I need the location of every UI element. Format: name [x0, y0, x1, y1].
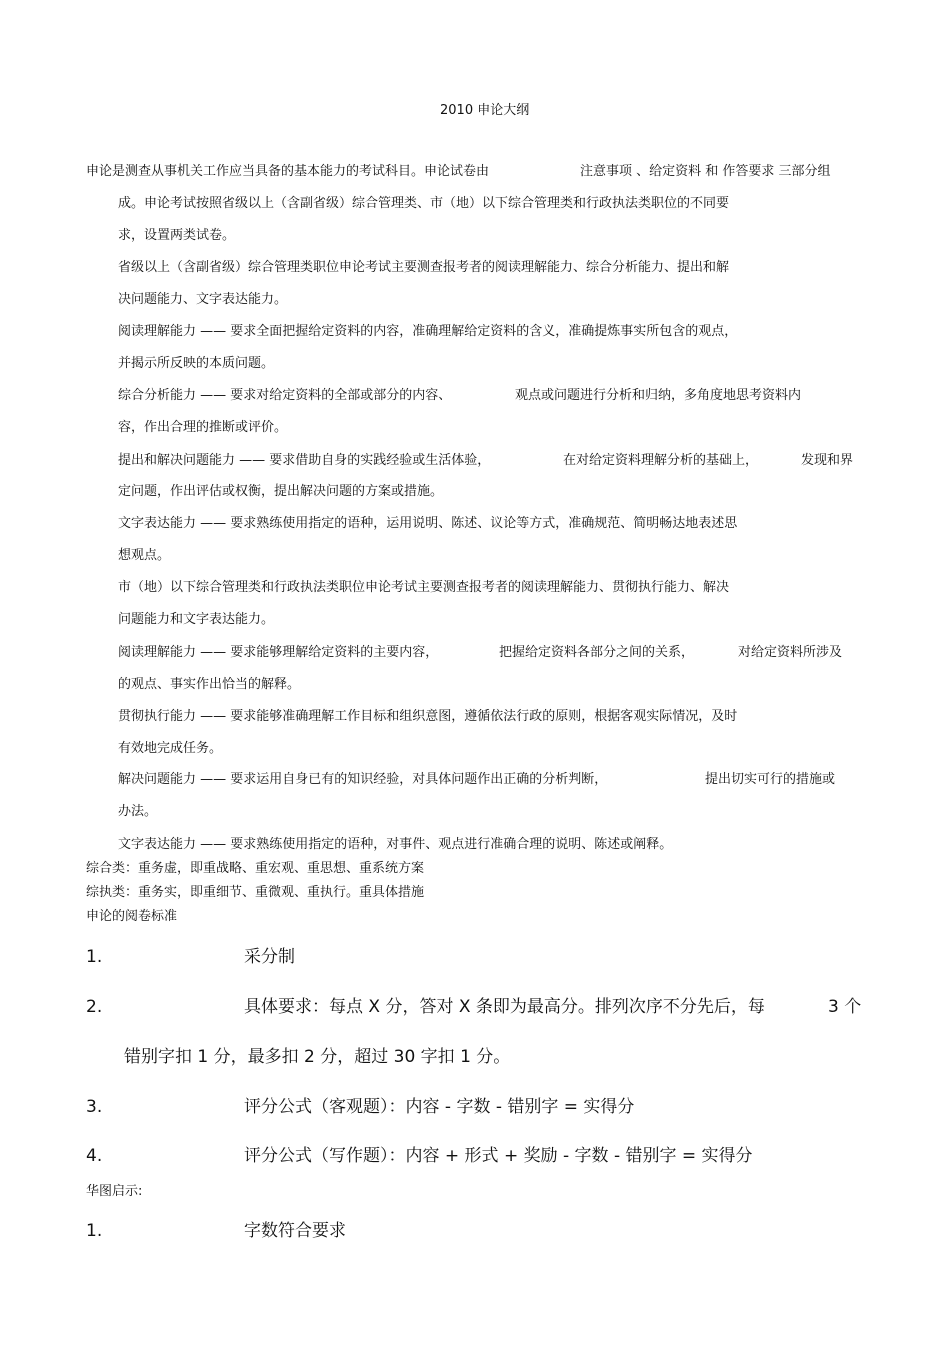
intro-line-3: 求，设置两类试卷。	[118, 228, 236, 243]
reading-ability-line-2: 并揭示所反映的本质问题。	[118, 356, 275, 371]
reading-ability-b-line-1-mid: 把握给定资料各部分之间的关系，	[499, 645, 695, 660]
reading-ability-b-line-1: 阅读理解能力 —— 要求能够理解给定资料的主要内容，	[118, 645, 439, 660]
writing-ability-line-2: 想观点。	[118, 548, 171, 563]
municipal-line-2: 问题能力和文字表达能力。	[118, 612, 275, 627]
reading-ability-line-1: 阅读理解能力 —— 要求全面把握给定资料的内容，准确理解给定资料的含义，准确提炼事实所包含的观点，	[118, 324, 738, 339]
scoring-item-3-text: 评分公式（客观题）：内容 - 字数 - 错别字 = 实得分	[244, 1097, 635, 1117]
huatu-item-1-number: 1.	[86, 1221, 103, 1241]
page-title: 2010 申论大纲	[440, 103, 530, 118]
intro-line-1: 申论是测查从事机关工作应当具备的基本能力的考试科目。申论试卷由	[86, 164, 490, 179]
execution-ability-line-2: 有效地完成任务。	[118, 741, 223, 756]
analysis-ability-line-1-cont: 观点或问题进行分析和归纳，多角度地思考资料内	[515, 388, 802, 403]
reading-ability-b-line-1-end: 对给定资料所涉及	[738, 645, 843, 660]
scoring-item-2-text-end: 3 个	[828, 997, 862, 1017]
scoring-item-2-text: 具体要求：每点 X 分，答对 X 条即为最高分。排列次序不分先后，每	[244, 997, 765, 1017]
solve-ability-b-line-1-end: 提出切实可行的措施或	[705, 772, 836, 787]
provincial-line-1: 省级以上（含副省级）综合管理类职位申论考试主要测查报考者的阅读理解能力、综合分析能力、提出和解	[118, 260, 730, 275]
note-zonghe: 综合类：重务虚，即重战略、重宏观、重思想、重系统方案	[86, 861, 425, 876]
scoring-item-2-cont: 错别字扣 1 分，最多扣 2 分，超过 30 字扣 1 分。	[124, 1047, 511, 1067]
scoring-heading: 申论的阅卷标准	[86, 909, 178, 924]
provincial-line-2: 决问题能力、文字表达能力。	[118, 292, 288, 307]
writing-ability-b-line-1: 文字表达能力 —— 要求熟练使用指定的语种，对事件、观点进行准确合理的说明、陈述或阐释。	[118, 837, 673, 852]
solve-ability-line-1-mid: 在对给定资料理解分析的基础上，	[563, 453, 759, 468]
reading-ability-b-line-2: 的观点、事实作出恰当的解释。	[118, 677, 301, 692]
intro-line-2: 成。申论考试按照省级以上（含副省级）综合管理类、市（地）以下综合管理类和行政执法类职位的不同要	[118, 196, 730, 211]
solve-ability-line-1-end: 发现和界	[801, 453, 854, 468]
scoring-item-2-number: 2.	[86, 997, 103, 1017]
scoring-item-1-number: 1.	[86, 947, 103, 967]
analysis-ability-line-2: 容，作出合理的推断或评价。	[118, 420, 288, 435]
analysis-ability-line-1: 综合分析能力 —— 要求对给定资料的全部或部分的内容、	[118, 388, 452, 403]
scoring-item-1-text: 采分制	[244, 947, 295, 967]
huatu-heading: 华图启示:	[86, 1184, 143, 1199]
municipal-line-1: 市（地）以下综合管理类和行政执法类职位申论考试主要测查报考者的阅读理解能力、贯彻执行能力、解决	[118, 580, 730, 595]
intro-line-1-cont: 注意事项 、给定资料 和 作答要求 三部分组	[580, 164, 831, 179]
scoring-item-3-number: 3.	[86, 1097, 103, 1117]
solve-ability-line-2: 定问题，作出评估或权衡，提出解决问题的方案或措施。	[118, 484, 444, 499]
scoring-item-4-text: 评分公式（写作题）：内容 + 形式 + 奖励 - 字数 - 错别字 = 实得分	[244, 1146, 753, 1166]
solve-ability-line-1: 提出和解决问题能力 —— 要求借助自身的实践经验或生活体验，	[118, 453, 491, 468]
solve-ability-b-line-2: 办法。	[118, 804, 158, 819]
writing-ability-line-1: 文字表达能力 —— 要求熟练使用指定的语种，运用说明、陈述、议论等方式，准确规范、简明畅达地表述思	[118, 516, 738, 531]
note-zongzhi: 综执类：重务实，即重细节、重微观、重执行。重具体措施	[86, 885, 425, 900]
huatu-item-1-text: 字数符合要求	[244, 1221, 346, 1241]
solve-ability-b-line-1: 解决问题能力 —— 要求运用自身已有的知识经验，对具体问题作出正确的分析判断，	[118, 772, 608, 787]
execution-ability-line-1: 贯彻执行能力 —— 要求能够准确理解工作目标和组织意图，遵循依法行政的原则，根据客观实际情况，及时	[118, 709, 738, 724]
scoring-item-4-number: 4.	[86, 1146, 103, 1166]
